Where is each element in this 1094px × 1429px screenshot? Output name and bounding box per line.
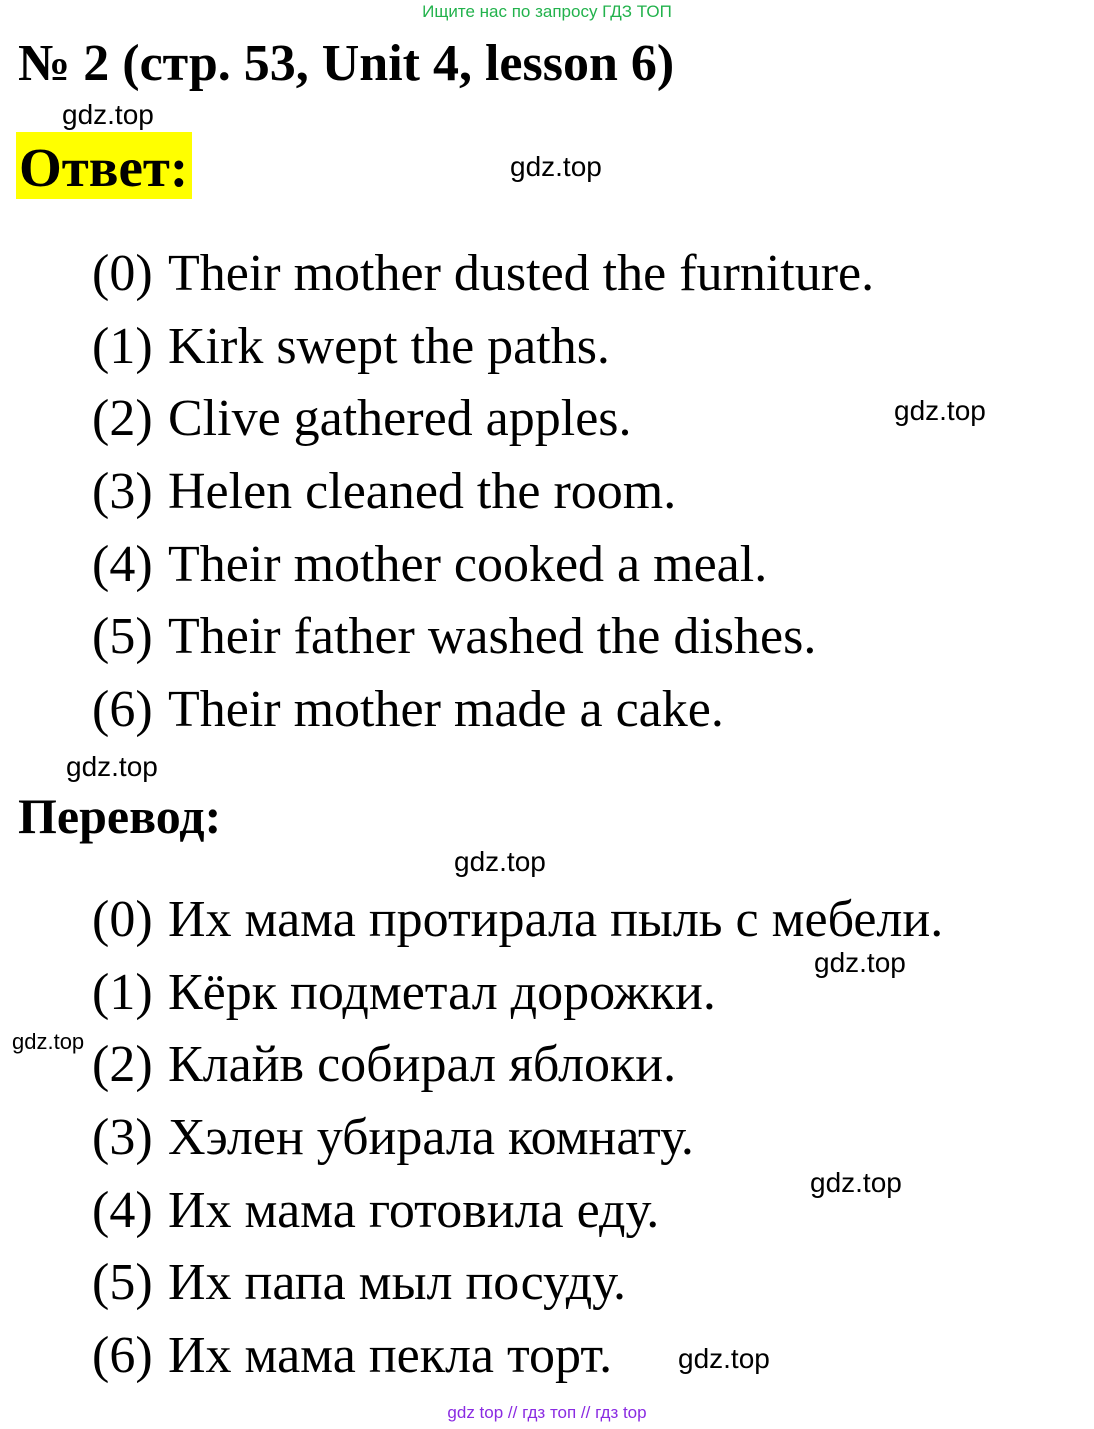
- translation-line: [92, 1253, 626, 1313]
- answer-number: (2): [92, 390, 153, 447]
- answer-text: Their mother dusted the furniture.: [168, 245, 875, 302]
- translation-number: (0): [92, 891, 153, 948]
- translation-text: Их папа мыл посуду.: [168, 1254, 626, 1311]
- translation-text: Их мама пекла торт.: [168, 1327, 613, 1384]
- watermark: gdz.top: [66, 751, 158, 782]
- page-title: № 2 (стр. 53, Unit 4, lesson 6): [18, 35, 675, 92]
- translation-number: (1): [92, 964, 153, 1021]
- watermark: gdz.top: [454, 846, 546, 877]
- answer-line: [92, 462, 676, 522]
- answer-text: Their father washed the dishes.: [168, 608, 817, 665]
- answer-number: (1): [92, 318, 153, 375]
- answer-number: (5): [92, 608, 153, 665]
- translation-text: Хэлен убирала комнату.: [168, 1109, 694, 1166]
- watermark: gdz.top: [62, 99, 154, 130]
- watermark: gdz.top: [810, 1167, 902, 1198]
- answer-text: Kirk swept the paths.: [168, 318, 610, 375]
- answer-line: [92, 680, 724, 740]
- watermark: gdz.top: [510, 151, 602, 182]
- translation-line: [92, 1181, 659, 1241]
- answer-heading: Ответ:: [16, 132, 192, 199]
- translation-number: (5): [92, 1254, 153, 1311]
- answer-text: Clive gathered apples.: [168, 390, 632, 447]
- translation-heading: Перевод:: [18, 788, 222, 844]
- watermark: gdz.top: [678, 1343, 770, 1374]
- translation-line: [92, 890, 943, 950]
- answer-number: (3): [92, 463, 153, 520]
- answer-line: [92, 317, 610, 377]
- answer-text: Their mother cooked a meal.: [168, 536, 768, 593]
- watermark: gdz.top: [894, 395, 986, 426]
- translation-number: (2): [92, 1036, 153, 1093]
- answer-number: (0): [92, 245, 153, 302]
- translation-text: Кёрк подметал дорожки.: [168, 964, 716, 1021]
- footer: gdz top // гдз топ // гдз top: [447, 1403, 647, 1422]
- translation-number: (6): [92, 1327, 153, 1384]
- translation-line: [92, 1035, 676, 1095]
- translation-text: Клайв собирал яблоки.: [168, 1036, 677, 1093]
- answer-line: [92, 389, 632, 449]
- answer-number: (4): [92, 536, 153, 593]
- translation-number: (3): [92, 1109, 153, 1166]
- watermark: gdz.top: [12, 1029, 85, 1054]
- answer-text: Helen cleaned the room.: [168, 463, 677, 520]
- answer-number: (6): [92, 681, 153, 738]
- answer-text: Their mother made a cake.: [168, 681, 724, 738]
- answer-line: [92, 535, 767, 595]
- top-banner: Ищите нас по запросу ГДЗ ТОП: [422, 2, 672, 21]
- answer-line: [92, 244, 874, 304]
- translation-text: Их мама готовила еду.: [168, 1182, 660, 1239]
- translation-text: Их мама протирала пыль с мебели.: [168, 891, 944, 948]
- translation-line: [92, 963, 716, 1023]
- translation-line: [92, 1326, 612, 1386]
- translation-number: (4): [92, 1182, 153, 1239]
- answer-line: [92, 607, 816, 667]
- translation-line: [92, 1108, 694, 1168]
- watermark: gdz.top: [814, 947, 906, 978]
